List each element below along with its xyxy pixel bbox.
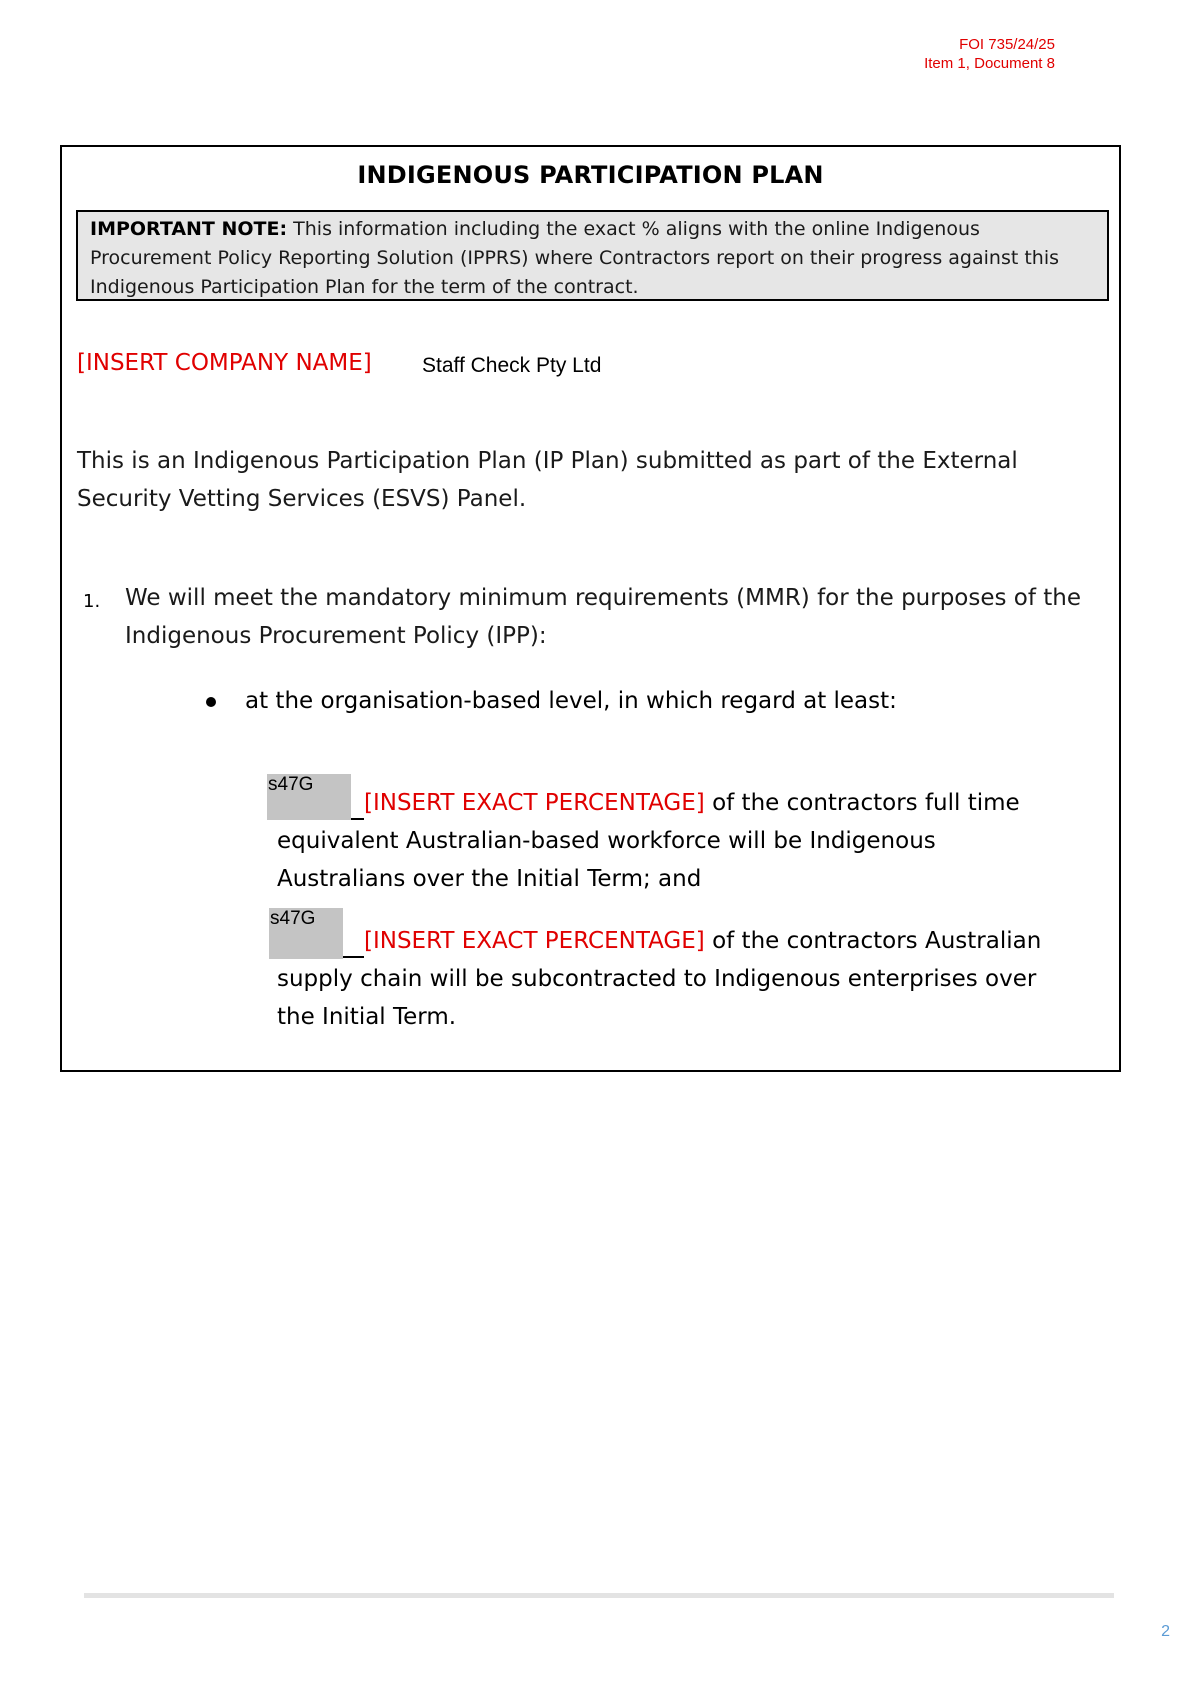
item-reference: Item 1, Document 8	[924, 55, 1055, 72]
foi-reference: FOI 735/24/25	[959, 36, 1055, 53]
sub-item-1-text-line1: of the contractors full time	[704, 790, 1020, 816]
sub-item-2-line1	[364, 922, 1041, 960]
plan-frame	[60, 145, 1121, 1072]
plan-title: INDIGENOUS PARTICIPATION PLAN	[357, 161, 824, 189]
foi-stamp	[924, 35, 1055, 73]
bullet-icon	[206, 697, 216, 707]
sub-item-2-text: supply chain will be subcontracted to Indigenous enterprises over the Initial Term.	[277, 966, 1037, 1030]
redaction-block-1	[267, 774, 351, 820]
blank-underline-1	[351, 818, 364, 820]
page-number: 2	[1161, 1623, 1170, 1640]
redaction-label-2: s47G	[270, 908, 316, 929]
redaction-label-1: s47G	[268, 774, 314, 795]
redaction-block-2	[269, 908, 343, 959]
footer-divider	[84, 1593, 1114, 1598]
blank-underline-2	[343, 956, 364, 958]
important-note-label: IMPORTANT NOTE:	[90, 218, 288, 240]
sub-item-2-text-line1: of the contractors Australian	[704, 928, 1042, 954]
sub-item-1-text: equivalent Australian-based workforce will be Indigenous Australians over the Initial Term; and	[277, 828, 936, 892]
company-name-value: Staff Check Pty Ltd	[422, 354, 602, 377]
list-item-text: We will meet the mandatory minimum requirements (MMR) for the purposes of the Indigenous Procurement Policy (IPP):	[125, 585, 1082, 649]
intro-paragraph: This is an Indigenous Participation Plan (IP Plan) submitted as part of the External Security Vetting Services (ESVS) Panel.	[77, 448, 1018, 512]
bullet-text: at the organisation-based level, in which regard at least:	[245, 688, 897, 714]
sub-item-1-line1	[364, 784, 1020, 822]
important-note-box	[76, 210, 1109, 301]
percentage-placeholder-1: [INSERT EXACT PERCENTAGE]	[364, 790, 705, 816]
important-note-text: This information including the exact % aligns with the online Indigenous Procurement Policy Reporting Solution (IPPRS) where Contractors report on their progress against this Indigenous Participation Plan for the term of the contract.	[90, 218, 1059, 298]
list-item-number: 1.	[83, 591, 101, 612]
percentage-placeholder-2: [INSERT EXACT PERCENTAGE]	[364, 928, 705, 954]
company-name-placeholder: [INSERT COMPANY NAME]	[77, 350, 372, 376]
